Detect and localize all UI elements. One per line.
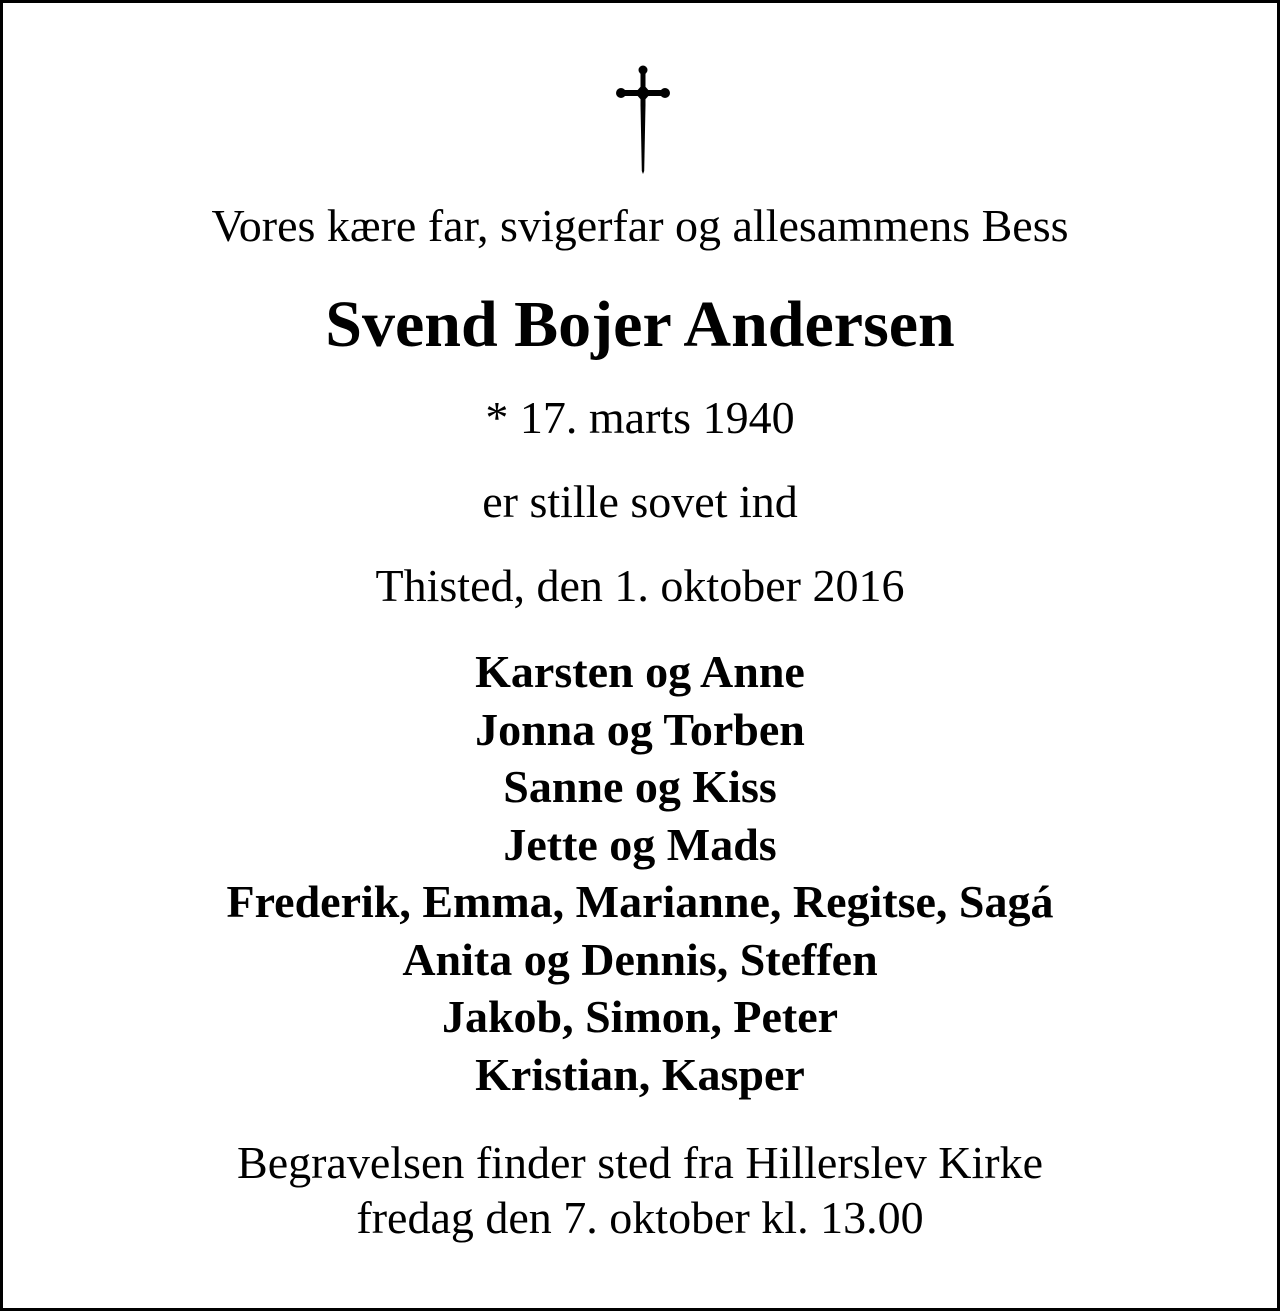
mourner-line: Jakob, Simon, Peter: [441, 991, 839, 1042]
mourner-line: Sanne og Kiss: [503, 761, 777, 812]
funeral-location: Begravelsen finder sted fra Hillerslev Kirke: [237, 1137, 1043, 1188]
intro-line: Vores kære far, svigerfar og allesammens Bess: [211, 200, 1069, 251]
funeral-time: fredag den 7. oktober kl. 13.00: [356, 1192, 924, 1243]
cross-icon: [615, 65, 671, 175]
passed-away-line: er stille sovet ind: [482, 476, 798, 527]
mourner-line: Karsten og Anne: [475, 646, 805, 697]
mourners-list: [3, 643, 1277, 1103]
birth-date: * 17. marts 1940: [485, 392, 795, 443]
mourner-line: Frederik, Emma, Marianne, Regitse, Sagá: [226, 876, 1054, 927]
deceased-name: Svend Bojer Andersen: [325, 288, 955, 361]
mourner-line: Jonna og Torben: [475, 703, 805, 755]
mourner-line: Anita og Dennis, Steffen: [402, 933, 878, 985]
mourner-line: Kristian, Kasper: [475, 1048, 805, 1100]
place-and-date: Thisted, den 1. oktober 2016: [375, 560, 905, 611]
mourner-line: Jette og Mads: [503, 818, 777, 870]
funeral-info: [3, 1135, 1277, 1245]
